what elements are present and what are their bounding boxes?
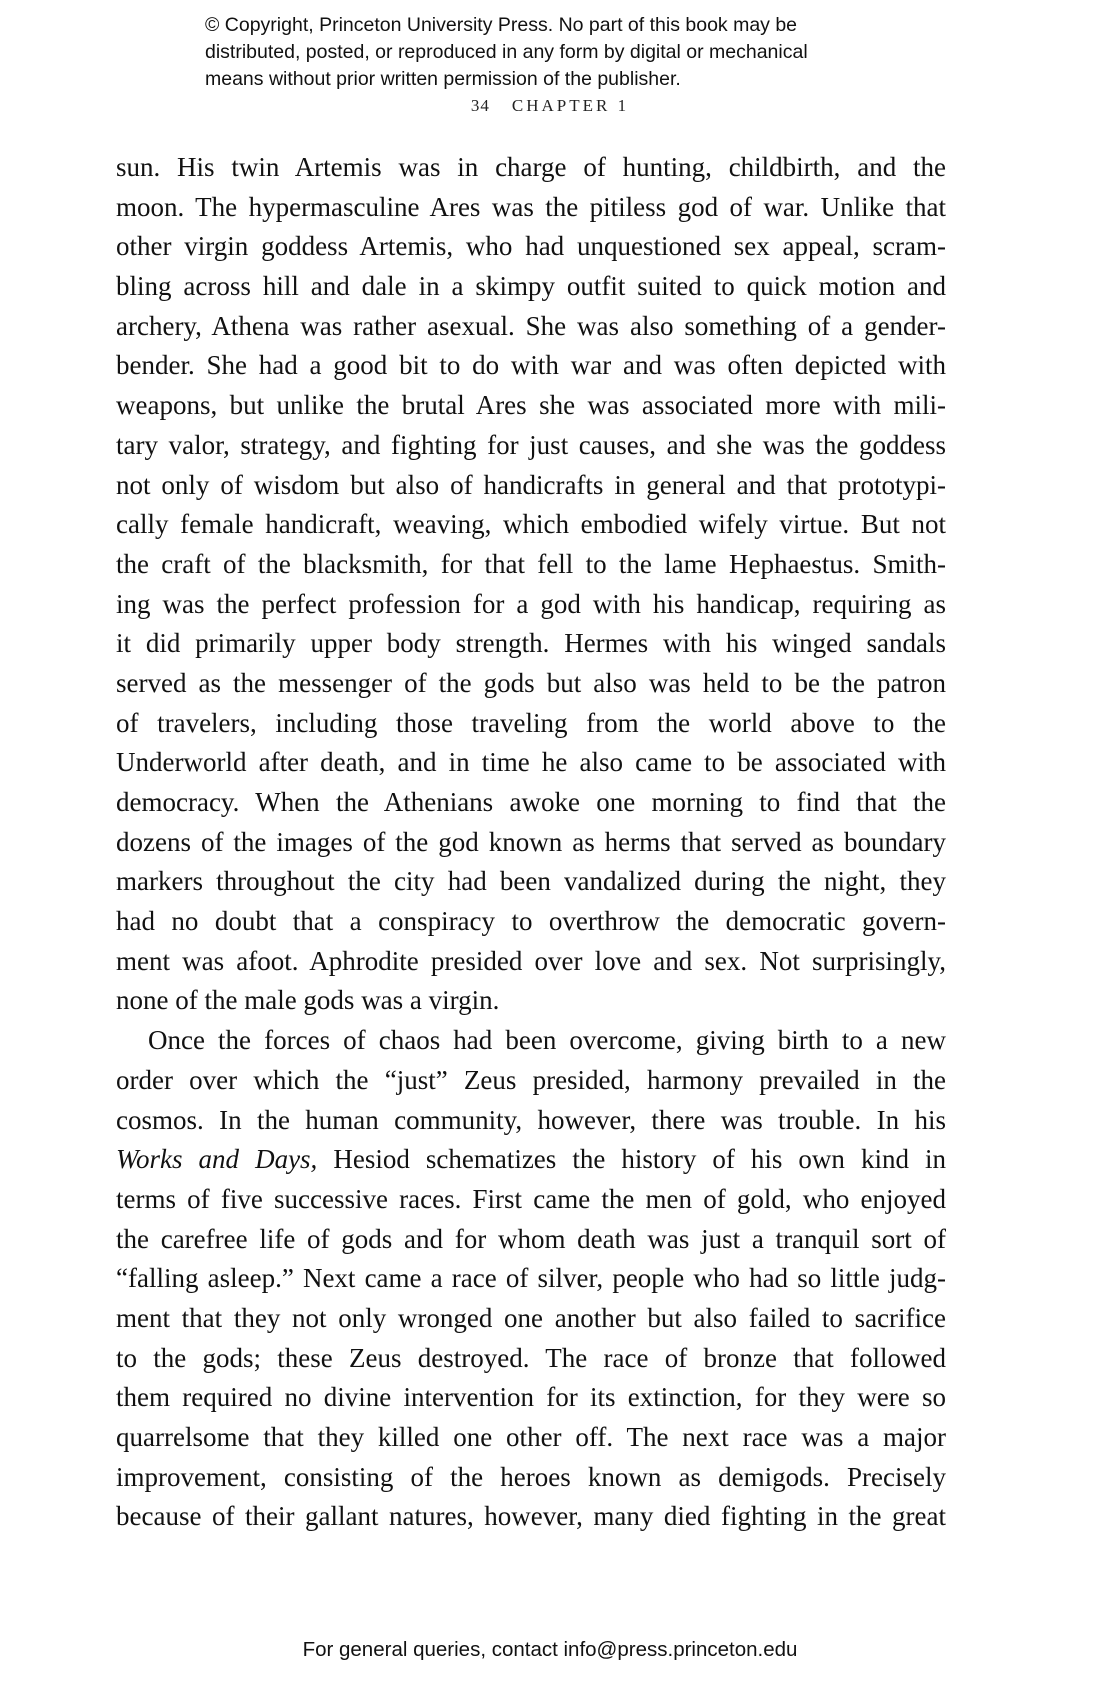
running-head	[0, 96, 1100, 116]
text-line: “falling asleep.” Next came a race of silver, people who had so little judg-	[116, 1263, 946, 1294]
text-line: ment was afoot. Aphrodite presided over love and sex. Not surprisingly,	[116, 945, 946, 976]
text-line: markers throughout the city had been vandalized during the night, they	[116, 866, 946, 897]
text-line: quarrelsome that they killed one other off. The next race was a major	[116, 1422, 946, 1452]
text-line: ing was the perfect profession for a god with his handicap, requiring as	[116, 588, 946, 619]
text-run: Hesiod schematizes the history of his own kind in	[317, 1144, 946, 1175]
text-line: order over which the “just” Zeus presided, harmony prevailed in the	[116, 1064, 946, 1095]
body-text	[116, 148, 946, 1537]
text-line: Underworld after death, and in time he also came to be associated with	[116, 747, 946, 778]
footer-contact: For general queries, contact info@press.princeton.edu	[302, 1638, 798, 1661]
text-line: had no doubt that a conspiracy to overthrow the democratic govern-	[116, 906, 946, 937]
copyright-line: means without prior written permission of the publisher.	[205, 68, 681, 90]
text-line: terms of five successive races. First came the men of gold, who enjoyed	[116, 1183, 946, 1214]
text-line: served as the messenger of the gods but also was held to be the patron	[116, 667, 946, 698]
text-line: the craft of the blacksmith, for that fell to the lame Hephaestus. Smith-	[116, 548, 946, 579]
text-line: bender. She had a good bit to do with war and was often depicted with	[116, 350, 946, 381]
text-line: cally female handicraft, weaving, which embodied wifely virtue. But not	[116, 509, 946, 540]
text-line: to the gods; these Zeus destroyed. The race of bronze that followed	[116, 1342, 946, 1373]
text-line: weapons, but unlike the brutal Ares she was associated more with mili-	[116, 390, 946, 421]
text-line: improvement, consisting of the heroes known as demigods. Precisely	[116, 1461, 946, 1492]
text-line: none of the male gods was a virgin.	[116, 985, 500, 1016]
text-line	[116, 1140, 946, 1180]
paragraph-1	[116, 148, 946, 1021]
chapter-label: CHAPTER 1	[511, 96, 630, 115]
text-line: ment that they not only wronged one another but also failed to sacrifice	[116, 1302, 946, 1333]
text-line: them required no divine intervention for its extinction, for they were so	[116, 1382, 946, 1413]
text-line: Once the forces of chaos had been overcome, giving birth to a new	[148, 1025, 946, 1056]
text-line: moon. The hypermasculine Ares was the pitiless god of war. Unlike that	[116, 191, 946, 222]
copyright-notice	[205, 12, 925, 93]
text-line: bling across hill and dale in a skimpy outfit suited to quick motion and	[116, 271, 946, 302]
text-line: archery, Athena was rather asexual. She was also something of a gender-	[116, 310, 946, 341]
text-line: it did primarily upper body strength. Hermes with his winged sandals	[116, 628, 946, 659]
page-number: 34	[470, 96, 490, 115]
paragraph-2	[116, 1021, 946, 1537]
text-line: because of their gallant natures, however, many died fighting in the great	[116, 1501, 946, 1532]
copyright-line: © Copyright, Princeton University Press. No part of this book may be	[205, 14, 798, 36]
text-line: other virgin goddess Artemis, who had unquestioned sex appeal, scram-	[116, 231, 946, 262]
text-line: sun. His twin Artemis was in charge of hunting, childbirth, and the	[116, 152, 946, 182]
text-line: not only of wisdom but also of handicrafts in general and that prototypi-	[116, 469, 946, 500]
text-line: tary valor, strategy, and fighting for just causes, and she was the goddess	[116, 429, 946, 460]
text-line: the carefree life of gods and for whom death was just a tranquil sort of	[116, 1223, 946, 1254]
text-line: of travelers, including those traveling from the world above to the	[116, 707, 946, 738]
text-line: democracy. When the Athenians awoke one morning to find that the	[116, 787, 946, 817]
text-line: cosmos. In the human community, however, there was trouble. In his	[116, 1104, 946, 1135]
book-title: Works and Days,	[116, 1144, 318, 1175]
copyright-line: distributed, posted, or reproduced in any form by digital or mechanical	[205, 41, 808, 63]
text-line: dozens of the images of the god known as herms that served as boundary	[116, 826, 946, 857]
